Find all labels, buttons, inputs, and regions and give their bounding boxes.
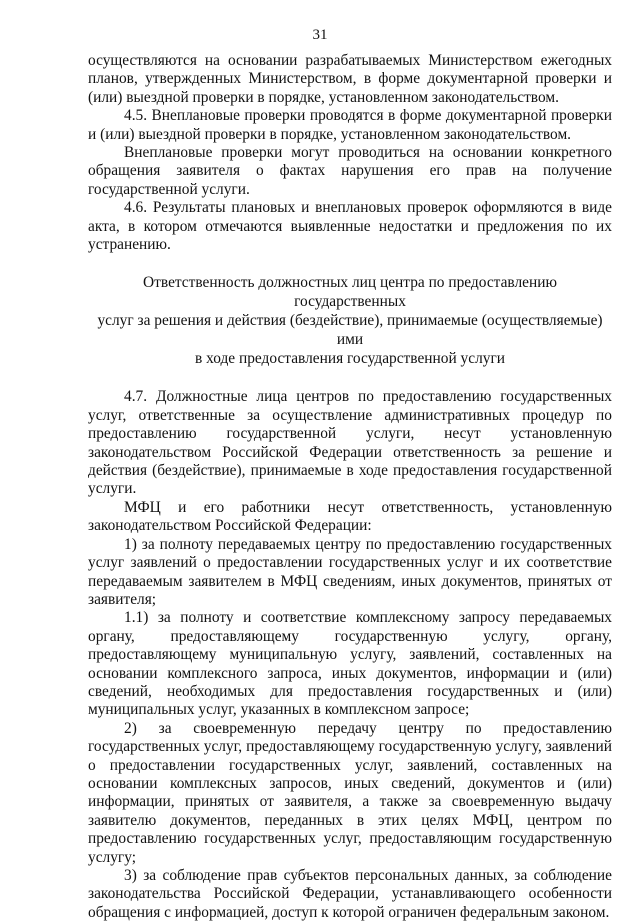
list-item-1: 1) за полноту передаваемых центру по предоставлению государственных услуг заявлений о предоставлении государственных услуг и их соответствие передаваемым заявителем в МФЦ сведениям, иных документов, принятых от заявителя;: [88, 535, 612, 608]
paragraph-4-6: 4.6. Результаты плановых и внеплановых проверок оформляются в виде акта, в котором отмечаются выявленные недостатки и предложения по их устранению.: [88, 199, 612, 254]
paragraph-unplanned-inspections: Внеплановые проверки могут проводиться на основании конкретного обращения заявителя о фактах нарушения его прав на получение государственной услуги.: [88, 144, 612, 198]
paragraph-mfc-responsibility: МФЦ и его работники несут ответственность, установленную законодательством Российской Федерации:: [88, 498, 612, 535]
list-item-2: 2) за своевременную передачу центру по предоставлению государственных услуг, предоставляющему государственную услугу, заявлений о предоставлении государственных услуг, заявлений, составленных на основании комплексных запросов, иных сведений, документов и (или) информации, принятых от заявителя, а также за своевременную выдачу заявителю документов, переданных в этих целях МФЦ, центром по предоставлению государственных услуг, предоставляющим государственную услугу;: [88, 719, 612, 866]
paragraph-4-5: 4.5. Внеплановые проверки проводятся в форме документарной проверки и (или) выездной проверки в порядке, установленном законодательством.: [88, 107, 612, 143]
list-item-1-1: 1.1) за полноту и соответствие комплексному запросу передаваемых органу, предоставляющему государственную услугу, органу, предоставляющему муниципальную услугу, заявлений, составленных на основании комплексного запроса, иных документов, информации и (или) сведений, необходимых для предоставления государственных и (или) муниципальных услуг, указанных в комплексном запросе;: [88, 609, 612, 719]
paragraph-4-7: 4.7. Должностные лица центров по предоставлению государственных услуг, ответственные за осуществление административных процедур по предоставлению государственной услуги, несут установленную законодательством Российской Федерации ответственность за решение и действия (бездействие), принимаемые в ходе предоставления государственной услуги.: [88, 388, 612, 498]
page-number: 31: [312, 27, 328, 43]
paragraph-continuation: осуществляются на основании разрабатываемых Министерством ежегодных планов, утвержденных Министерством, в форме документарной проверки и (или) выездной проверки в порядке, установленном законодательством.: [88, 52, 612, 106]
document-body: [88, 52, 612, 922]
section-heading: [88, 274, 612, 368]
list-item-3: 3) за соблюдение прав субъектов персональных данных, за соблюдение законодательства Российской Федерации, устанавливающего особенности обращения с информацией, доступ к которой ограничен федеральным законом.: [88, 867, 612, 921]
section-heading-line: в ходе предоставления государственной услуги: [195, 349, 505, 367]
section-heading-line: Ответственность должностных лиц центра по предоставлению государственных: [143, 274, 557, 311]
section-heading-line: услуг за решения и действия (бездействие), принимаемые (осуществляемые) ими: [97, 312, 603, 348]
